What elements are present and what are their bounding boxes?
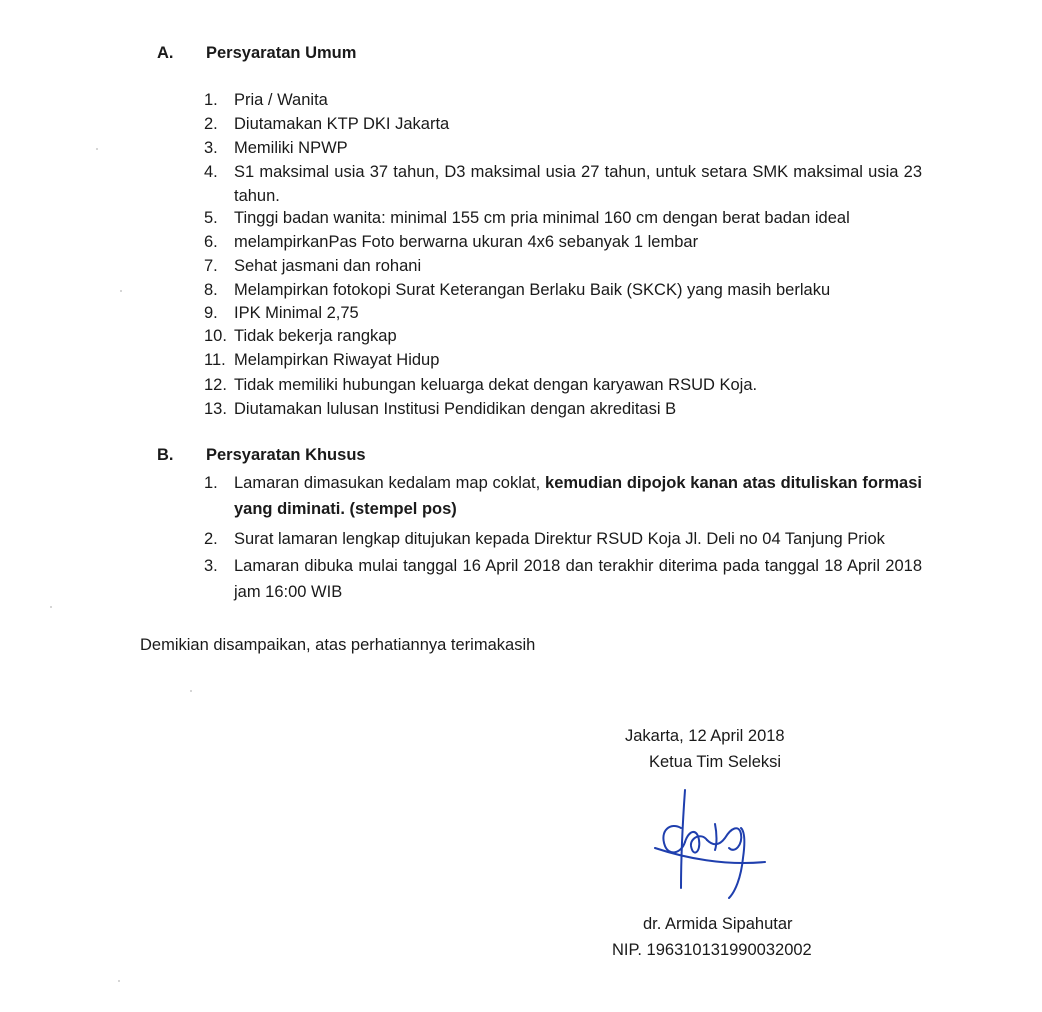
- item-text: Melampirkan fotokopi Surat Keterangan Berlaku Baik (SKCK) yang masih berlaku: [234, 281, 831, 299]
- item-number: 5.: [204, 209, 218, 227]
- item-number: 12.: [204, 376, 227, 394]
- item-number: 3.: [204, 557, 218, 575]
- item-text: IPK Minimal 2,75: [234, 304, 359, 322]
- item-number: 10.: [204, 327, 227, 345]
- item-number: 7.: [204, 257, 218, 275]
- item-number: 9.: [204, 304, 218, 322]
- item-text: Pria / Wanita: [234, 91, 328, 109]
- signatory-nip: NIP. 196310131990032002: [612, 941, 812, 959]
- item-text: Memiliki NPWP: [234, 139, 348, 157]
- signatory-name: dr. Armida Sipahutar: [643, 915, 793, 933]
- handwritten-signature: [645, 788, 770, 908]
- scan-speck: [118, 980, 120, 982]
- item-number: 8.: [204, 281, 218, 299]
- item-text: Sehat jasmani dan rohani: [234, 257, 422, 275]
- item-text: Surat lamaran lengkap ditujukan kepada Direktur RSUD Koja Jl. Deli no 04 Tanjung Priok: [234, 530, 885, 548]
- item-number: 6.: [204, 233, 218, 251]
- scan-speck: [96, 148, 98, 150]
- item-number: 11.: [204, 351, 226, 369]
- section-a-letter: A.: [157, 44, 174, 62]
- item-number: 1.: [204, 91, 218, 109]
- item-text: [234, 470, 922, 522]
- scan-speck: [120, 290, 122, 292]
- item-text: Tidak bekerja rangkap: [234, 327, 397, 345]
- section-b-title: Persyaratan Khusus: [206, 446, 366, 464]
- closing-text: Demikian disampaikan, atas perhatiannya terimakasih: [140, 636, 536, 654]
- signatory-role: Ketua Tim Seleksi: [649, 753, 782, 771]
- item-text-bold: kemudian dipojok kanan atas dituliskan formasi yang diminati. (stempel pos): [234, 474, 922, 518]
- item-number: 2.: [204, 115, 218, 133]
- item-number: 3.: [204, 139, 218, 157]
- item-text: Melampirkan Riwayat Hidup: [234, 351, 440, 369]
- section-a-title: Persyaratan Umum: [206, 44, 357, 62]
- item-text-regular: Lamaran dimasukan kedalam map coklat,: [234, 474, 546, 492]
- scan-speck: [190, 690, 192, 692]
- item-text: S1 maksimal usia 37 tahun, D3 maksimal usia 27 tahun, untuk setara SMK maksimal usia 23 tahun.: [234, 163, 922, 205]
- item-number: 4.: [204, 163, 218, 181]
- place-date: Jakarta, 12 April 2018: [625, 727, 785, 745]
- item-text: Tinggi badan wanita: minimal 155 cm pria minimal 160 cm dengan berat badan ideal: [234, 209, 850, 227]
- item-text: Diutamakan KTP DKI Jakarta: [234, 115, 450, 133]
- list-item: [204, 160, 922, 208]
- item-text: Lamaran dibuka mulai tanggal 16 April 2018 dan terakhir diterima pada tanggal 18 April 2018 jam 16:00 WIB: [234, 557, 922, 601]
- item-text: Tidak memiliki hubungan keluarga dekat dengan karyawan RSUD Koja.: [234, 376, 758, 394]
- item-number: 13.: [204, 400, 227, 418]
- scan-speck: [50, 606, 52, 608]
- item-text: Diutamakan lulusan Institusi Pendidikan dengan akreditasi B: [234, 400, 677, 418]
- section-b-letter: B.: [157, 446, 174, 464]
- item-number: 1.: [204, 474, 218, 492]
- item-text: melampirkanPas Foto berwarna ukuran 4x6 sebanyak 1 lembar: [234, 233, 699, 251]
- item-number: 2.: [204, 530, 218, 548]
